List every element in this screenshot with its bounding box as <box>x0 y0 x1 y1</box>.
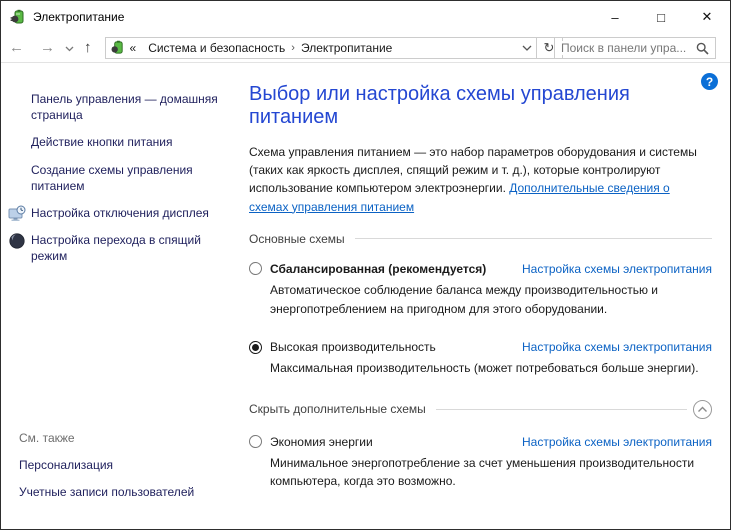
plan-name-power-saver[interactable]: Экономия энергии <box>270 434 373 449</box>
close-button[interactable]: ✕ <box>701 9 713 24</box>
section-label: Основные схемы <box>249 231 345 246</box>
section-rule <box>436 409 687 410</box>
hide-additional-plans-toggle[interactable]: Скрыть дополнительные схемы <box>249 402 426 417</box>
see-also-section <box>1 431 233 511</box>
title-bar <box>1 1 730 33</box>
moon-sleep-icon <box>8 232 26 250</box>
power-plans-info-link[interactable]: Дополнительные сведения о схемах управления питанием <box>249 181 670 214</box>
radio-power-saver[interactable] <box>249 435 262 448</box>
plan-description-power-saver: Минимальное энергопотребление за счет уменьшения производительности компьютера, когда это возможно. <box>270 455 695 489</box>
address-chevron-down-icon[interactable] <box>522 39 532 57</box>
search-box <box>554 37 716 59</box>
plan-balanced <box>249 262 712 318</box>
sidebar-item-create-power-plan[interactable]: Создание схемы управления питанием <box>31 162 193 193</box>
intro-paragraph <box>249 143 712 216</box>
plan-name-high-performance[interactable]: Высокая производительность <box>270 340 436 355</box>
power-battery-icon <box>10 9 26 25</box>
back-icon[interactable]: ← <box>9 39 24 56</box>
breadcrumb-prefix: « <box>129 40 137 55</box>
navigation-bar <box>1 33 730 63</box>
plan-description-high-performance: Максимальная производительность (может потребоваться больше энергии). <box>270 361 699 376</box>
radio-high-performance[interactable] <box>249 341 262 354</box>
sidebar-item-label: Настройка перехода в спящий режим <box>31 233 201 264</box>
see-also-header: См. также <box>19 431 75 445</box>
collapse-chevron-up-icon[interactable] <box>693 400 712 419</box>
plan-settings-link-power-saver[interactable]: Настройка схемы электропитания <box>522 434 712 449</box>
radio-balanced[interactable] <box>249 262 262 275</box>
content-area <box>233 63 730 529</box>
section-header-main-plans <box>249 232 712 246</box>
minimize-button[interactable]: – <box>611 9 619 25</box>
plan-high-performance <box>249 340 712 378</box>
plan-power-saver <box>249 435 712 491</box>
help-icon[interactable]: ? <box>701 73 718 90</box>
sidebar-item-personalization[interactable]: Персонализация <box>19 458 114 472</box>
display-clock-icon <box>8 205 26 223</box>
power-battery-icon-small <box>110 40 125 55</box>
sidebar-item-display-off-settings[interactable] <box>1 205 233 221</box>
sidebar-item-power-button-action[interactable]: Действие кнопки питания <box>31 135 173 150</box>
breadcrumb-separator-icon: › <box>291 41 295 54</box>
window-title: Электропитание <box>33 10 125 24</box>
search-input[interactable] <box>561 41 696 55</box>
page-title: Выбор или настройка схемы управления питанием <box>249 83 630 128</box>
task-pane <box>1 63 233 529</box>
sidebar-item-label: Настройка отключения дисплея <box>31 205 209 220</box>
search-icon[interactable] <box>696 42 709 55</box>
maximize-button[interactable]: □ <box>657 9 665 25</box>
refresh-icon[interactable]: ↻ <box>537 37 563 59</box>
plan-settings-link-balanced[interactable]: Настройка схемы электропитания <box>522 261 712 276</box>
intro-text: Схема управления питанием — это набор параметров оборудования и системы (таких как яркость дисплея, спящий режим и т. д.), которые контролируют использование компьютером электроэнергии. <box>249 145 697 196</box>
history-chevron-down-icon[interactable] <box>63 39 76 57</box>
breadcrumb-power-options[interactable]: Электропитание <box>300 40 393 55</box>
up-icon[interactable]: ↑ <box>84 39 92 56</box>
breadcrumb-system-security[interactable]: Система и безопасность <box>148 40 286 55</box>
sidebar-item-sleep-settings[interactable] <box>1 232 233 264</box>
section-rule <box>355 238 712 239</box>
forward-icon[interactable]: → <box>40 39 55 56</box>
plan-name-balanced[interactable]: Сбалансированная (рекомендуется) <box>270 261 487 276</box>
section-header-additional-plans <box>249 400 712 419</box>
plan-settings-link-high-performance[interactable]: Настройка схемы электропитания <box>522 340 712 355</box>
address-bar[interactable] <box>105 37 537 59</box>
plan-description-balanced: Автоматическое соблюдение баланса между производительностью и энергопотреблением на пригодном для этого оборудовании. <box>270 282 659 316</box>
sidebar-item-control-panel-home[interactable]: Панель управления — домашняя страница <box>31 92 218 123</box>
sidebar-item-user-accounts[interactable]: Учетные записи пользователей <box>19 485 195 500</box>
